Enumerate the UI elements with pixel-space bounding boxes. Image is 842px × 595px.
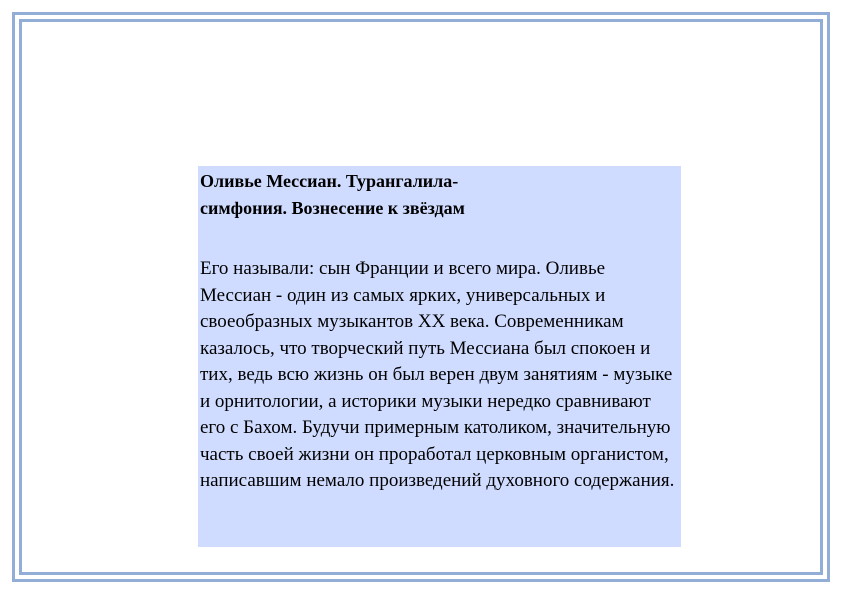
slide-text-box [198, 166, 681, 547]
slide-body-text: Его называли: сын Франции и всего мира. Оливье Мессиан - один из самых ярких, универсальных и своеобразных музыкантов XX века. Современникам казалось, что творческий путь Мессиана был спокоен и тих, ведь всю жизнь он был верен двум занятиям - музыке и орнитологии, а историки музыки нередко сравнивают его с Бахом. Будучи примерным католиком, значительную часть своей жизни он проработал церковным органистом, написавшим немало произведений духовного содержания. [200, 258, 675, 491]
slide-title: Оливье Мессиан. Турангалила-симфония. Вознесение к звёздам [200, 171, 465, 218]
